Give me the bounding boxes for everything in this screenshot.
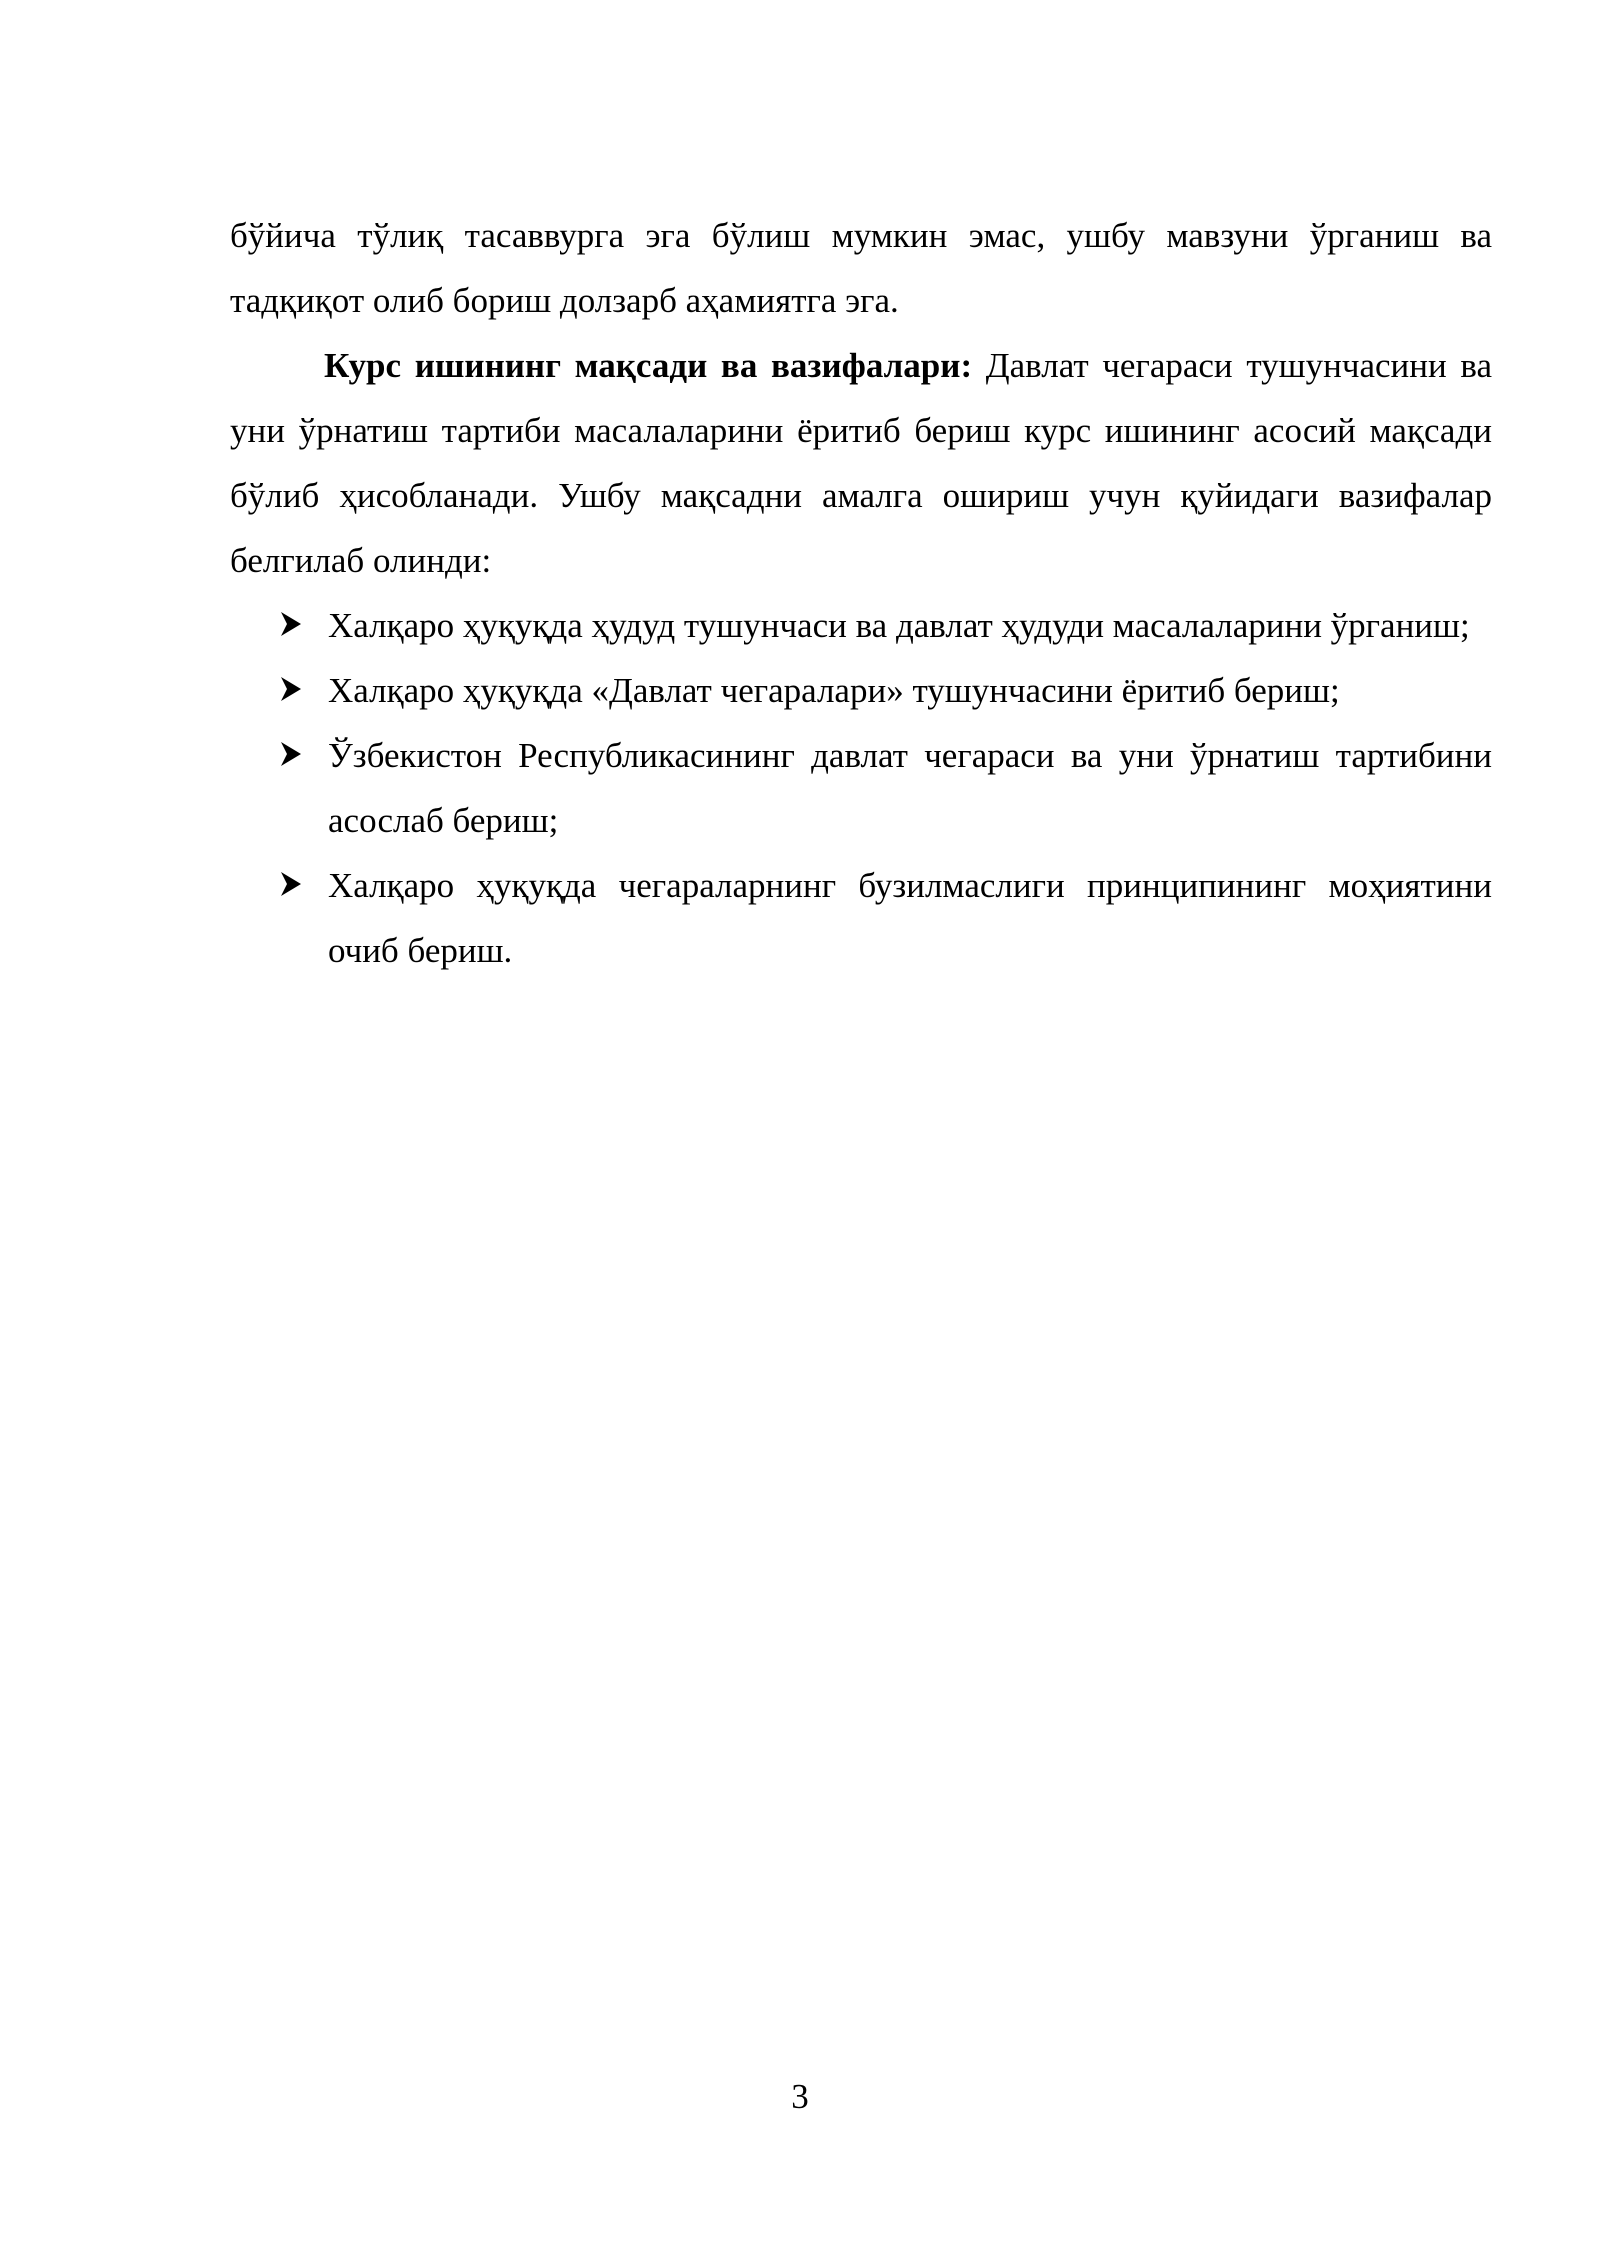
list-item [230,853,1492,983]
goals-heading: Курс ишининг мақсади ва вазифалари: [324,346,973,385]
arrowhead-bullet-icon [280,853,310,918]
tasks-list [230,593,1492,983]
arrowhead-bullet-icon [280,658,310,723]
task-text: Халқаро ҳуқуқда «Давлат чегаралари» тушунчасини ёритиб бериш; [328,671,1340,710]
list-item [230,723,1492,853]
paragraph-continuation: бўйича тўлиқ тасаввурга эга бўлиш мумкин эмас, ушбу мавзуни ўрганиш ва тадқиқот олиб бориш долзарб аҳамиятга эга. [230,216,1492,320]
task-text: Халқаро ҳуқуқда ҳудуд тушунчаси ва давлат ҳудуди масалаларини ўрганиш; [328,606,1470,645]
goals-text: Давлат чегараси тушунчасини ва уни ўрнатиш тартиби масалаларини ёритиб бериш курс ишининг асосий мақсади бўлиб ҳисобланади. Ушбу мақсадни амалга ошириш учун қуйидаги вазифалар белгилаб олинди: [230,346,1492,580]
list-item [230,658,1492,723]
document-body [230,203,1492,983]
arrowhead-bullet-icon [280,593,310,658]
arrowhead-bullet-icon [280,723,310,788]
list-item [230,593,1492,658]
page-number: 3 [791,2077,809,2116]
task-text: Халқаро ҳуқуқда чегараларнинг бузилмаслиги принципининг моҳиятини очиб бериш. [328,866,1492,970]
goals-paragraph [230,333,1492,593]
task-text: Ўзбекистон Республикасининг давлат чегараси ва уни ўрнатиш тартибини асослаб бериш; [328,736,1492,840]
